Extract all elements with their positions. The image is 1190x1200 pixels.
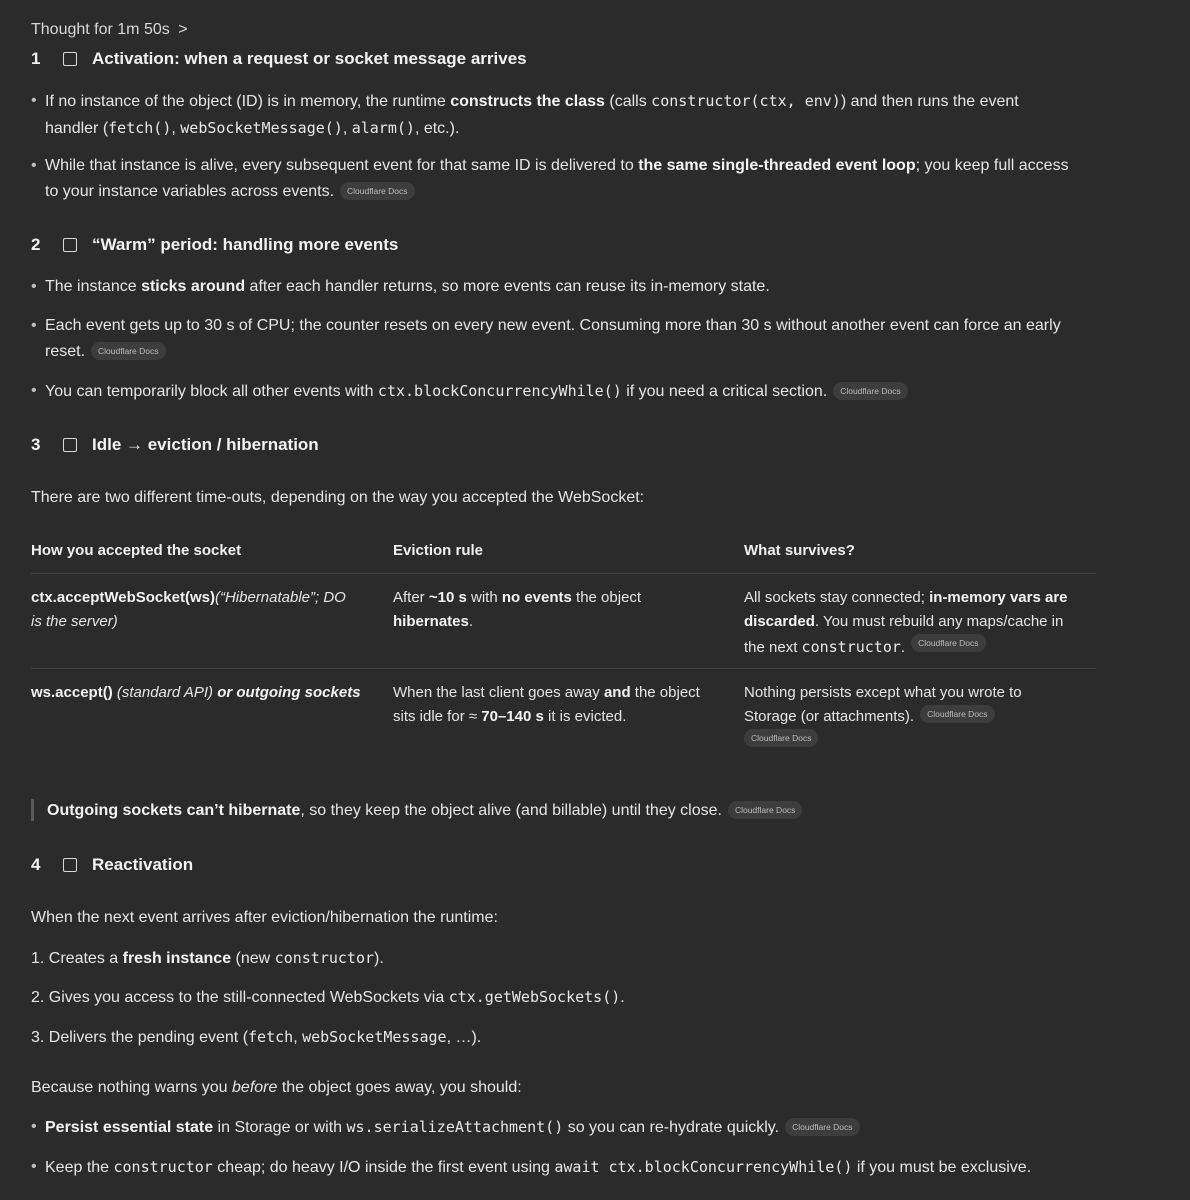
source-chip[interactable]: Cloudflare Docs [728,801,802,819]
table-cell [393,681,733,729]
list-item [31,1114,1091,1141]
paragraph: When the next event arrives after eviction/hibernation the runtime: [31,909,498,926]
table-header: Eviction rule [393,542,484,559]
text: , [171,120,181,137]
text: When the last client goes away [393,684,604,701]
code: alarm() [351,119,415,137]
bullet-icon: • [31,1158,37,1175]
text-bold: and [603,684,631,701]
text-bold: hibernates [393,613,469,630]
text: Nothing persists except what you wrote to [744,684,1022,701]
text: sits idle for ≈ [393,708,482,725]
list-item [31,984,1131,1011]
text: After [393,589,429,606]
bullet-icon: • [31,278,37,295]
text: , etc.). [414,120,460,137]
checkbox-icon [63,238,77,252]
text: Creates a [48,950,123,967]
thought-toggle[interactable] [31,17,188,43]
section-title: Reactivation [92,855,194,874]
text: in Storage or with [213,1119,347,1136]
text: All sockets stay connected; [744,589,930,606]
chevron-right-icon: > [178,21,188,38]
text-bold: sticks around [141,278,246,295]
checkbox-icon [63,858,77,872]
quote-bar [31,799,34,821]
code: constructor [113,1158,213,1176]
section-title: Idle → eviction / hibernation [92,435,319,454]
list-item [31,945,1131,972]
divider [31,573,1096,574]
text-bold: no events [501,589,572,606]
text: (new [231,950,275,967]
divider [31,668,1096,669]
section-number: 4 [31,855,41,874]
text: , [342,120,352,137]
text-italic: (standard API) [112,684,218,701]
text: ) and then runs the event [840,93,1019,110]
table-cell [31,681,376,705]
bullet-icon: • [31,1118,37,1135]
source-chip[interactable]: Cloudflare Docs [911,634,985,652]
text: You can temporarily block all other events with [45,383,378,400]
list-item [31,1024,1131,1051]
section-number: 3 [31,435,41,454]
text-bold: ws.accept() [31,684,113,701]
text: the object [571,589,642,606]
code: fetch [248,1028,294,1046]
code: fetch() [108,119,172,137]
text: the object goes away, you should: [277,1079,522,1096]
bullet-icon: • [31,382,37,399]
text: after each handler returns, so more events can reuse its in-memory state. [245,278,770,295]
text: The instance [45,278,142,295]
step-number: 3. [31,1029,45,1046]
text-bold: fresh instance [122,950,232,967]
source-chip[interactable]: Cloudflare Docs [833,382,907,400]
list-item [31,88,1091,142]
text: While that instance is alive, every subsequent event for that same ID is delivered to [45,157,639,174]
bullet-icon: • [31,92,37,109]
thought-label: Thought for 1m 50s [31,21,170,38]
table-header: What survives? [744,542,855,559]
table-cell [393,586,723,634]
section-heading-3 [31,432,319,458]
source-chip[interactable]: Cloudflare Docs [744,729,818,747]
code: constructor [801,638,901,656]
source-chip[interactable]: Cloudflare Docs [91,342,165,360]
text-bold: ~10 s [428,589,467,606]
text: if you need a critical section. [621,383,828,400]
list-item [31,378,1091,405]
code: constructor [274,949,375,967]
section-number: 1 [31,49,41,68]
section-title: Activation: when a request or socket message arrives [92,49,527,68]
text: so you can re-hydrate quickly. [563,1119,780,1136]
text: Delivers the pending event ( [48,1029,249,1046]
code: webSocketMessage [302,1028,447,1046]
text: , so they keep the object alive (and billable) until they close. [300,802,722,819]
table-cell [744,586,1096,660]
text: Each event gets up to 30 s of CPU; the counter resets on every new event. Consuming more than 30 s without another event can force an early [45,317,1061,334]
bullet-icon: • [31,157,37,174]
text-bold: ctx.acceptWebSocket(ws) [31,589,215,606]
source-chip[interactable]: Cloudflare Docs [340,182,414,200]
text: (calls [604,93,652,110]
section-heading-2 [31,232,398,258]
checkbox-icon [63,52,77,66]
code: await ctx.blockConcurrencyWhile() [554,1158,853,1176]
text: , …). [446,1029,482,1046]
text: ). [374,950,384,967]
text: handler ( [45,120,109,137]
source-chip[interactable]: Cloudflare Docs [920,705,994,723]
step-number: 2. [31,989,45,1006]
text-italic: (“Hibernatable”; DO [214,589,346,606]
text: , [293,1029,303,1046]
text: if you must be exclusive. [852,1159,1032,1176]
section-title: “Warm” period: handling more events [92,235,399,254]
list-item [31,313,1091,365]
code: ctx.blockConcurrencyWhile() [377,382,622,400]
section-heading-4 [31,852,193,878]
source-chip[interactable]: Cloudflare Docs [785,1118,859,1136]
text-bold: Outgoing sockets can’t hibernate [47,802,301,819]
text: ; you keep full access [915,157,1069,174]
text-bold: 70–140 s [481,708,544,725]
list-item [31,1154,1181,1181]
text: . [620,989,625,1006]
code: ctx.getWebSockets() [448,988,621,1006]
checkbox-icon [63,438,77,452]
text: . You must rebuild any maps/cache in [814,613,1064,630]
text-bold: the same single-threaded event loop [638,157,916,174]
text: with [466,589,502,606]
blockquote [47,798,1147,824]
code: ws.serializeAttachment() [346,1118,564,1136]
text: reset. [45,343,86,360]
text: Gives you access to the still-connected WebSockets via [48,989,449,1006]
paragraph [31,1075,1131,1101]
table-header: How you accepted the socket [31,542,242,559]
text: the next [744,639,802,656]
section-number: 2 [31,235,41,254]
text-bold: constructs the class [450,93,605,110]
text: Keep the [45,1159,114,1176]
code: webSocketMessage() [180,119,343,137]
text-bold: Persist essential state [45,1119,214,1136]
text-bold: in-memory vars are [929,589,1068,606]
table-cell [744,681,1096,757]
code: constructor(ctx, env) [651,92,841,110]
text: . [900,639,906,656]
text: the object [630,684,700,701]
text: If no instance of the object (ID) is in memory, the runtime [45,93,451,110]
text: Storage (or attachments). [744,708,915,725]
bullet-icon: • [31,317,37,334]
list-item [31,153,1091,205]
section-heading-1 [31,46,527,72]
text-italic: before [232,1079,278,1096]
step-number: 1. [31,950,45,967]
text: Because nothing warns you [31,1079,233,1096]
text-bold-italic: or outgoing sockets [217,684,361,701]
paragraph: There are two different time-outs, depending on the way you accepted the WebSocket: [31,489,645,506]
table-cell [31,586,376,634]
text: cheap; do heavy I/O inside the first event using [212,1159,555,1176]
text-italic: is the server) [31,613,118,630]
text-bold: discarded [744,613,815,630]
list-item [31,274,1091,300]
text: . [468,613,474,630]
text: to your instance variables across events. [45,183,335,200]
text: it is evicted. [543,708,627,725]
